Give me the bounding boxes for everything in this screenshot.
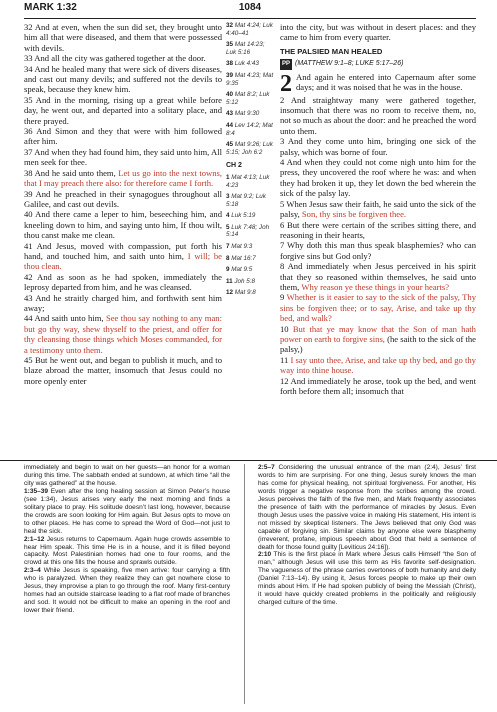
cross-reference — [226, 41, 274, 56]
words-of-jesus: But that ye may know that the Son of man hath power on earth to forgive sins, — [280, 323, 476, 344]
cross-reference-text: Luk 4:43 — [234, 60, 259, 68]
verse-number: 7 — [280, 240, 288, 251]
cross-reference-text: Mat 4:24; Luk 4:40–41 — [226, 22, 273, 37]
study-note — [258, 551, 476, 607]
cross-reference — [226, 289, 274, 297]
verse — [24, 95, 222, 126]
page-number: 1084 — [238, 2, 262, 13]
verse-continuation: into the city, but was without in desert places: and they came to him from every quarter. — [280, 22, 476, 43]
cross-reference — [226, 91, 274, 106]
verse — [280, 292, 476, 323]
verse — [280, 261, 476, 292]
verse-text: When Jesus saw their faith, he said unto the sick of the palsy, — [280, 198, 476, 220]
verse-number: 10 — [280, 323, 293, 334]
verse-text: But there were certain of the scribes sitting there, and reasoning in their hearts, — [280, 219, 476, 240]
scripture-column-left — [24, 22, 222, 386]
parallel-passages-text: (MATTHEW 9:1–8; LUKE 5:17–26) — [295, 60, 404, 68]
verse-text: And again he entered into Capernaum after some days; and it was noised that he was in the house. — [296, 71, 476, 93]
section-heading: THE PALSIED MAN HEALED — [280, 46, 383, 56]
cross-reference-text: Mat 9:30 — [234, 110, 260, 118]
verse-text: And Jesus, moved with compassion, put forth his hand, and touched him, and saith unto him, — [24, 240, 222, 261]
cross-reference-text: Mat 9:5 — [231, 266, 253, 274]
verse-text: But he went out, and began to publish it much, and to blaze abroad the matter, insomuch that Jesus could no more openly enter — [24, 355, 222, 386]
cross-reference-text: Mat 9:26; Luk 5:15; Joh 6:2 — [226, 141, 273, 156]
verse-list-right — [280, 95, 476, 397]
cross-reference-verse: 8 — [226, 254, 232, 262]
notes-column-divider — [244, 464, 245, 704]
cross-reference-verse: 32 — [226, 22, 235, 29]
verse — [280, 324, 476, 355]
study-notes-right — [258, 464, 476, 607]
verse-text: And all the city was gathered together at the door. — [34, 53, 206, 64]
cross-reference-text: Mat 14:23; Luk 5:16 — [226, 41, 265, 56]
study-note-reference: 2:1–12 — [24, 535, 45, 543]
verse-text: And straightway many were gathered together, insomuch that there was no room to receive them, no, not so much as about the door: and he preached the word unto them. — [280, 94, 476, 136]
cross-reference — [226, 224, 274, 239]
words-of-jesus: I say unto thee, Arise, and take up thy bed, and go thy way into thine house. — [280, 354, 476, 376]
verse-number: 6 — [280, 219, 288, 230]
cross-reference-text: Luk 7:48; Joh 5:14 — [226, 223, 270, 239]
study-note-text: Even after the long healing session at Simon Peter’s house (see 1:34), Jesus arises very early the next morning and finds a solitary place to pray. His solitude doesn’t last long, however, because the crowds are soon looking for Him again. But Jesus opts to move on to other places. He has come to spread the Word of God—not just to heal the sick. — [24, 487, 230, 535]
study-note — [24, 567, 230, 615]
cross-reference-text: Mat 9:3 — [231, 243, 253, 251]
verse-number: 5 — [280, 198, 287, 209]
cross-reference-text: Joh 5:8 — [234, 277, 256, 285]
cross-reference-verse: 38 — [226, 60, 235, 68]
verse-number: 44 — [24, 313, 35, 324]
verse — [24, 22, 222, 53]
words-of-jesus: See thou say nothing to any man: but go thy way, shew thyself to the priest, and offer for thy cleansing those things which Moses commanded, for a testimony unto them. — [24, 313, 222, 355]
cross-reference-text: Mat 9:2; Luk 5:18 — [226, 193, 266, 208]
header-rule — [24, 18, 476, 19]
cross-reference — [226, 141, 274, 156]
cross-reference-verse: 39 — [226, 71, 235, 79]
study-note-text: While Jesus is speaking, five men arrive: four carrying a fifth who is paralyzed. When they realize they can get nowhere close to Jesus, they improvise a plan to go through the roof. Many first-century homes had an outside staircase leading to a flat roof made of branches and sod. It would not be difficult to make an opening in the roof and lower their friend. — [24, 567, 230, 615]
verse-text: And he straitly charged him, and forthwith sent him away; — [24, 292, 222, 313]
cross-reference-text: Mat 9:8 — [234, 289, 256, 297]
verse-number: 40 — [24, 209, 36, 220]
verse-number: 33 — [24, 53, 35, 64]
cross-reference-chapter-label: CH 2 — [226, 162, 242, 170]
verse-text: And he healed many that were sick of divers diseases, and cast out many devils; and suffered not the devils to speak, because they knew him. — [24, 63, 222, 95]
study-note-text: Jesus returns to Capernaum. Again huge crowds assemble to hear Him speak. This time He is in a house, and it is filled beyond capacity. Most Palestinian homes had one to four rooms, and the crowd at this one fills the house and sprawls outside. — [24, 535, 230, 567]
cross-reference — [226, 174, 274, 189]
verse — [24, 272, 222, 293]
study-note — [24, 488, 230, 536]
notes-divider-rule — [0, 460, 497, 461]
verse-number: 38 — [24, 167, 35, 178]
verse-text: And immediately when Jesus perceived in his spirit that they so reasoned within themselves, he said unto them, — [280, 261, 476, 292]
verse — [280, 199, 476, 220]
cross-reference — [226, 255, 274, 263]
cross-reference-verse: 35 — [226, 41, 235, 49]
verse — [24, 241, 222, 272]
cross-reference-text: Mat 16:7 — [231, 254, 256, 262]
cross-reference-verse: 3 — [226, 193, 232, 201]
study-note — [258, 464, 476, 551]
cross-reference-text: Luk 5:19 — [231, 212, 256, 220]
cross-reference-verse: 4 — [226, 212, 232, 220]
cross-reference-verse: 5 — [226, 223, 232, 231]
cross-reference — [226, 212, 274, 220]
study-notes-left — [24, 464, 230, 615]
verse-number: 41 — [24, 240, 37, 251]
verse-text: And they come unto him, bringing one sick of the palsy, which was borne of four. — [280, 136, 476, 157]
verse-number: 32 — [24, 22, 35, 32]
cross-reference-verse: 12 — [226, 289, 235, 297]
verse — [280, 220, 476, 241]
verse-text: And as soon as he had spoken, immediately the leprosy departed from him, and he was cleansed. — [24, 271, 222, 293]
verse — [280, 240, 476, 261]
verse-text: And at even, when the sun did set, they brought unto him all that were diseased, and them that were possessed with devils. — [24, 22, 222, 53]
verse-text: And immediately he arose, took up the bed, and went forth before them all; insomuch that — [280, 375, 476, 396]
words-of-jesus: I will; be thou clean. — [24, 250, 223, 272]
verse — [24, 147, 222, 168]
running-head-reference: MARK 1:32 — [24, 2, 77, 13]
study-note-text: Considering the unusual entrance of the man (2:4), Jesus’ first words to him are surprising. For one thing, Jesus surely knows the man has come for physical healing, not spiritual forgiveness. For another, His words trigger a negative response from the scribes among the crowd. Jesus perceives the faith of the five men, and Mark frequently associates the presence of faith with the performance of miracles by Jesus. Even though Jesus uses the passive voice in making His statement, His intent is not missed by skeptical listeners. The Jews believed that only God was capable of forgiving sin. Similar claims by anyone else were blasphemy (irreverent, profane, impious speech about God that held a sentence of death for those found guilty [Leviticus 24:16]). — [258, 464, 476, 551]
verse-number: 4 — [280, 157, 287, 168]
cross-reference — [226, 72, 274, 87]
verse — [24, 209, 222, 240]
verse — [280, 136, 476, 157]
cross-reference-verse: 9 — [226, 266, 232, 274]
study-note-reference: 2:3–4 — [24, 567, 41, 575]
study-note-reference: 2:10 — [258, 551, 272, 559]
verse-text: And there came a leper to him, beseeching him, and kneeling down to him, and saying unto him, If thou wilt, thou canst make me clean. — [24, 209, 222, 241]
verse-text: Why doth this man thus speak blasphemies? who can forgive sins but God only? — [280, 240, 476, 261]
verse-number: 8 — [280, 261, 288, 272]
verse-number: 11 — [280, 354, 291, 365]
study-note-reference: 2:5–7 — [258, 464, 275, 471]
verse-text-tail: (he saith to the sick of the palsy,) — [280, 333, 476, 355]
cross-reference-verse: 1 — [226, 173, 232, 181]
cross-reference-verse: 7 — [226, 243, 232, 251]
scripture-column-right — [280, 22, 476, 396]
verse-number: 43 — [24, 292, 36, 303]
verse-text: And when they had found him, they said unto him, All men seek for thee. — [24, 146, 222, 168]
verse — [280, 157, 476, 199]
verse-number: 45 — [24, 355, 36, 365]
verse — [24, 53, 222, 63]
verse-text: And saith unto him, — [34, 313, 106, 324]
cross-reference-verse: 44 — [226, 121, 235, 129]
parallel-passages — [280, 59, 476, 69]
verse-number: 42 — [24, 271, 38, 282]
verse-number: 12 — [280, 375, 291, 386]
cross-reference — [226, 110, 274, 118]
verse-text: And he said unto them, — [34, 167, 119, 178]
cross-reference — [226, 193, 274, 208]
page-header — [24, 2, 476, 18]
verse-text: And in the morning, rising up a great while before day, he went out, and departed into a solitary place, and there prayed. — [24, 94, 222, 126]
study-note-text: immediately and begin to wait on her guests—an honor for a woman during this time. The sabbath ended at sundown, at which time “all the city was gathered” at the house. — [24, 464, 230, 487]
verse-text: And Simon and they that were with him followed after him. — [24, 126, 222, 147]
verse-number: 37 — [24, 146, 35, 157]
study-note — [24, 536, 230, 568]
verse — [24, 126, 222, 147]
verse — [280, 355, 476, 376]
cross-reference-verse: 43 — [226, 110, 235, 118]
words-of-jesus: Son, thy sins be forgiven thee. — [301, 209, 407, 220]
cross-reference-text: Mat 4:13; Luk 4:23 — [226, 173, 270, 189]
cross-reference-text: Lev 14:2; Mat 8:4 — [226, 121, 273, 137]
cross-reference — [226, 122, 274, 137]
cross-reference — [226, 266, 274, 274]
verse-text: And when they could not come nigh unto him for the press, they uncovered the roof where he was: and when they had broken it up, they let down the bed wherein the sick of the palsy lay. — [280, 157, 476, 199]
cross-reference-text: Mat 4:23; Mat 9:35 — [226, 71, 274, 87]
cross-reference — [226, 278, 274, 286]
cross-reference-verse: 40 — [226, 91, 235, 99]
verse — [280, 95, 476, 137]
cross-reference-column — [226, 22, 274, 301]
study-note-reference: 1:35–39 — [24, 487, 49, 495]
verse-number: 9 — [280, 292, 287, 303]
chapter-number: 2 — [280, 70, 292, 97]
parallel-passages-badge: PP — [280, 59, 292, 69]
study-note — [24, 464, 230, 488]
verse-number: 2 — [280, 94, 291, 105]
verse-number: 3 — [280, 136, 288, 147]
cross-reference — [226, 22, 274, 37]
study-note-text: This is the first place in Mark where Jesus calls Himself “the Son of man,” although Jesus will use this term as His favorite self-designation. The vagueness of the phrase carries overtones of both humanity and deity (Daniel 7:13–14). By using it, Jesus forces people to make up their own minds about Him. If He had spoken publicly of being the Messiah (Christ), it would have quickly created problems in the politically and religiously charged culture of the time. — [258, 551, 476, 607]
verse — [24, 64, 222, 95]
verse — [24, 355, 222, 386]
verse-number: 35 — [24, 94, 36, 105]
verse — [280, 376, 476, 397]
cross-reference — [226, 243, 274, 251]
cross-reference — [226, 60, 274, 68]
cross-reference-verse: 45 — [226, 141, 235, 149]
cross-reference-verse: 11 — [226, 277, 235, 285]
verse-number: 34 — [24, 63, 35, 74]
cross-reference-text: Mat 8:2; Luk 5:12 — [226, 91, 270, 106]
chapter-2-verse-1 — [280, 70, 476, 97]
words-of-jesus: Let us go into the next towns, that I may preach there also: for therefore came I forth. — [24, 167, 222, 189]
verse — [24, 313, 222, 355]
verse-number: 36 — [24, 126, 37, 137]
verse — [24, 168, 222, 189]
words-of-jesus: Why reason ye these things in your hearts? — [301, 281, 450, 292]
verse — [24, 293, 222, 314]
words-of-jesus: Whether is it easier to say to the sick of the palsy, Thy sins be forgiven thee; or to say, Arise, and take up thy bed, and walk? — [280, 292, 477, 324]
verse-number: 39 — [24, 188, 36, 199]
verse-text: And he preached in their synagogues throughout all Galilee, and cast out devils. — [24, 188, 222, 209]
verse — [24, 189, 222, 210]
